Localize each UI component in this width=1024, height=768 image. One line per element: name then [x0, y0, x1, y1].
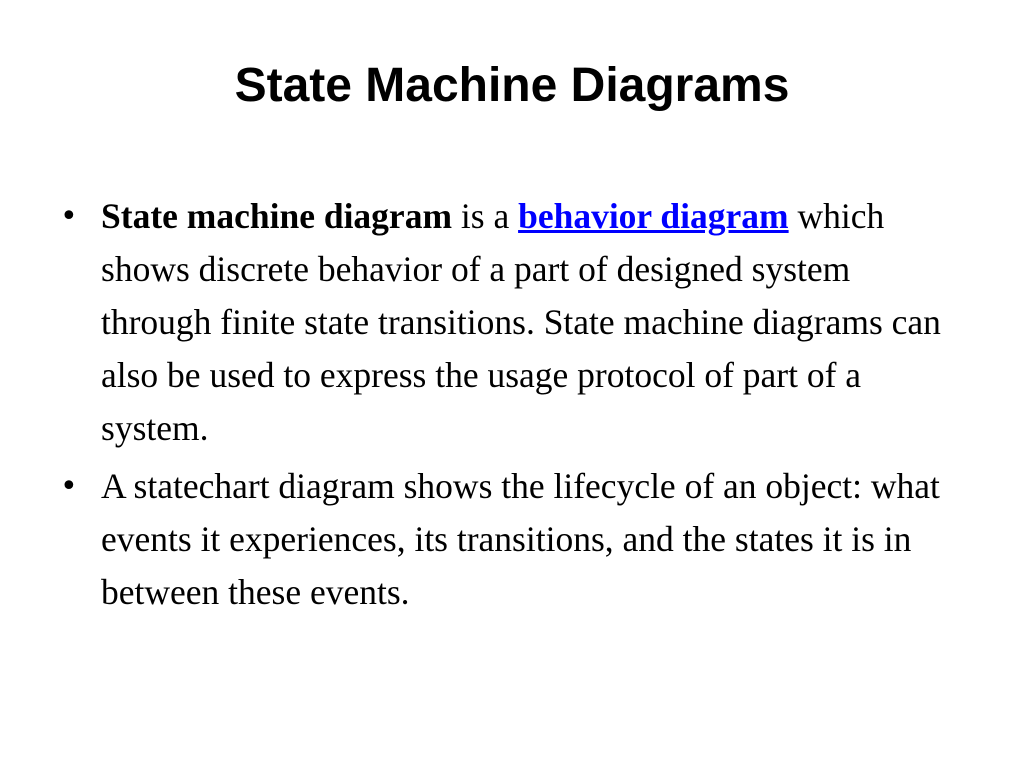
bullet-point-icon: • — [60, 469, 78, 504]
bullet-point-icon: • — [60, 199, 78, 234]
definition-text: which shows discrete behavior of a part of designed system through finite state transitions. State machine diagrams can also be used to express the usage protocol of part of a system. — [101, 196, 941, 448]
slide-title: State Machine Diagrams — [234, 59, 790, 112]
connector-text: is a — [452, 196, 519, 236]
bullet-list — [60, 190, 960, 624]
term-state-machine-diagram: State machine diagram — [101, 196, 453, 236]
statechart-description: A statechart diagram shows the lifecycle of an object: what events it experiences, its transitions, and the states it is in between these events. — [101, 466, 940, 612]
behavior-diagram-link[interactable]: behavior diagram — [518, 196, 789, 236]
bullet-item-statechart — [60, 460, 960, 619]
bullet-item-state-machine — [60, 190, 960, 455]
